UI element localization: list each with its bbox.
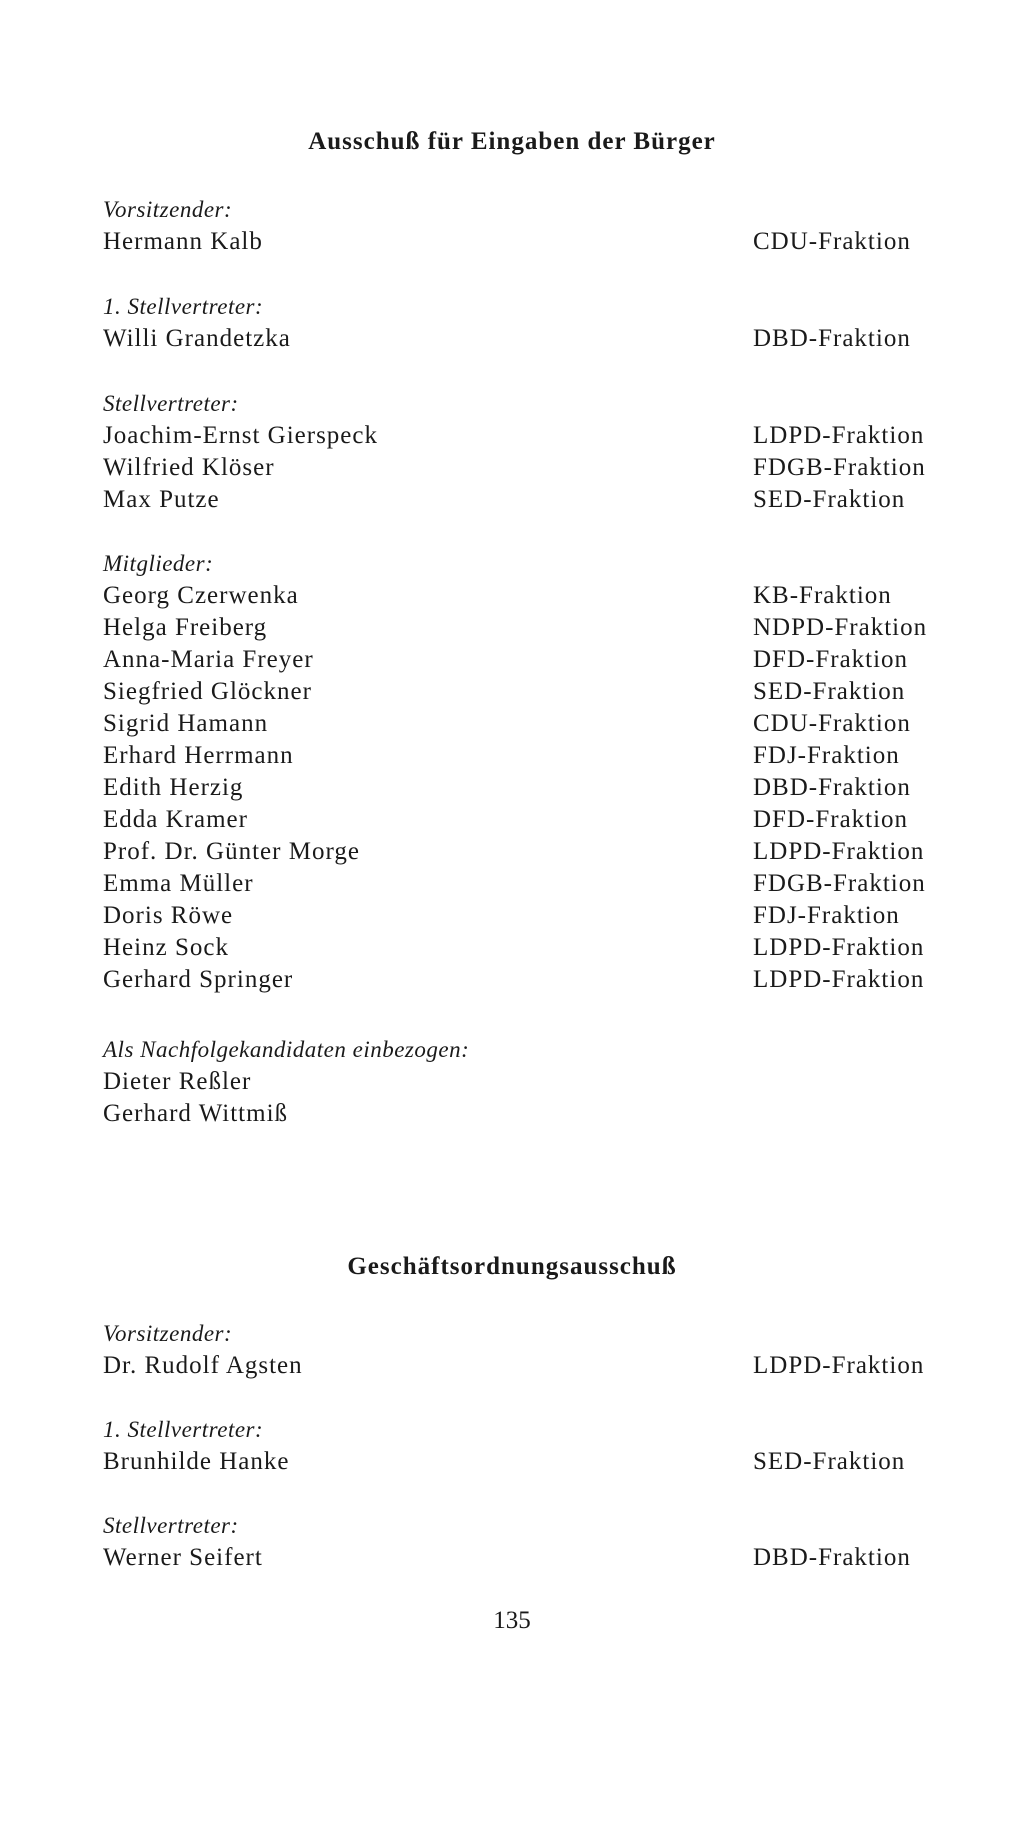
member-party: LDPD-Fraktion	[753, 966, 925, 993]
member-row	[103, 740, 963, 772]
member-name: Brunhilde Hanke	[103, 1448, 290, 1475]
member-name: Gerhard Wittmiß	[103, 1100, 289, 1127]
member-party: DFD-Fraktion	[753, 806, 909, 833]
member-row	[103, 676, 963, 708]
member-name: Wilfried Klöser	[103, 454, 275, 481]
member-party: DBD-Fraktion	[753, 1544, 911, 1571]
role-label-stellvertreter: Stellvertreter:	[103, 1513, 239, 1538]
member-party: LDPD-Fraktion	[753, 1352, 925, 1379]
member-row	[103, 226, 963, 258]
member-party: FDJ-Fraktion	[753, 902, 900, 929]
member-row	[103, 452, 963, 484]
member-row	[103, 484, 963, 516]
member-row	[103, 804, 963, 836]
member-row	[103, 1446, 963, 1478]
member-party: KB-Fraktion	[753, 582, 892, 609]
member-row	[103, 708, 963, 740]
member-row	[103, 420, 963, 452]
member-row	[103, 1066, 963, 1098]
member-name: Hermann Kalb	[103, 228, 263, 255]
member-name: Doris Röwe	[103, 902, 234, 929]
member-name: Max Putze	[103, 486, 220, 513]
member-name: Werner Seifert	[103, 1544, 263, 1571]
member-row	[103, 644, 963, 676]
member-party: LDPD-Fraktion	[753, 422, 925, 449]
member-name: Sigrid Hamann	[103, 710, 269, 737]
member-row	[103, 612, 963, 644]
section-title-geschaeftsordnung: Geschäftsordnungsausschuß	[347, 1253, 677, 1280]
member-party: SED-Fraktion	[753, 486, 906, 513]
member-name: Dr. Rudolf Agsten	[103, 1352, 303, 1379]
member-party: FDGB-Fraktion	[753, 870, 926, 897]
member-row	[103, 900, 963, 932]
member-name: Edith Herzig	[103, 774, 244, 801]
member-row	[103, 868, 963, 900]
section-title-eingaben: Ausschuß für Eingaben der Bürger	[308, 128, 716, 155]
member-name: Erhard Herrmann	[103, 742, 294, 769]
role-label-erster-stellvertreter: 1. Stellvertreter:	[103, 1417, 264, 1442]
member-name: Siegfried Glöckner	[103, 678, 312, 705]
member-row	[103, 932, 963, 964]
member-party: DFD-Fraktion	[753, 646, 909, 673]
member-name: Heinz Sock	[103, 934, 229, 961]
role-label-stellvertreter: Stellvertreter:	[103, 391, 239, 416]
page-number: 135	[493, 1607, 531, 1634]
member-name: Edda Kramer	[103, 806, 248, 833]
member-party: NDPD-Fraktion	[753, 614, 928, 641]
member-row	[103, 964, 963, 996]
member-row	[103, 772, 963, 804]
member-row	[103, 1098, 963, 1130]
member-party: LDPD-Fraktion	[753, 838, 925, 865]
member-party: SED-Fraktion	[753, 1448, 906, 1475]
member-row	[103, 836, 963, 868]
member-party: SED-Fraktion	[753, 678, 906, 705]
member-party: DBD-Fraktion	[753, 774, 911, 801]
member-name: Gerhard Springer	[103, 966, 294, 993]
member-row	[103, 1542, 963, 1574]
member-party: FDGB-Fraktion	[753, 454, 926, 481]
member-name: Willi Grandetzka	[103, 325, 291, 352]
member-name: Emma Müller	[103, 870, 254, 897]
role-label-mitglieder: Mitglieder:	[103, 551, 214, 576]
role-label-erster-stellvertreter: 1. Stellvertreter:	[103, 294, 264, 319]
member-name: Dieter Reßler	[103, 1068, 252, 1095]
member-row	[103, 323, 963, 355]
member-party: LDPD-Fraktion	[753, 934, 925, 961]
member-name: Helga Freiberg	[103, 614, 268, 641]
member-row	[103, 580, 963, 612]
role-label-vorsitzender: Vorsitzender:	[103, 197, 233, 222]
member-row	[103, 1350, 963, 1382]
member-name: Georg Czerwenka	[103, 582, 299, 609]
member-name: Joachim-Ernst Gierspeck	[103, 422, 379, 449]
member-name: Prof. Dr. Günter Morge	[103, 838, 360, 865]
member-party: CDU-Fraktion	[753, 710, 911, 737]
member-party: FDJ-Fraktion	[753, 742, 900, 769]
member-party: CDU-Fraktion	[753, 228, 911, 255]
member-party: DBD-Fraktion	[753, 325, 911, 352]
member-name: Anna-Maria Freyer	[103, 646, 314, 673]
role-label-nachfolgekandidaten: Als Nachfolgekandidaten einbezogen:	[103, 1037, 470, 1062]
role-label-vorsitzender: Vorsitzender:	[103, 1321, 233, 1346]
